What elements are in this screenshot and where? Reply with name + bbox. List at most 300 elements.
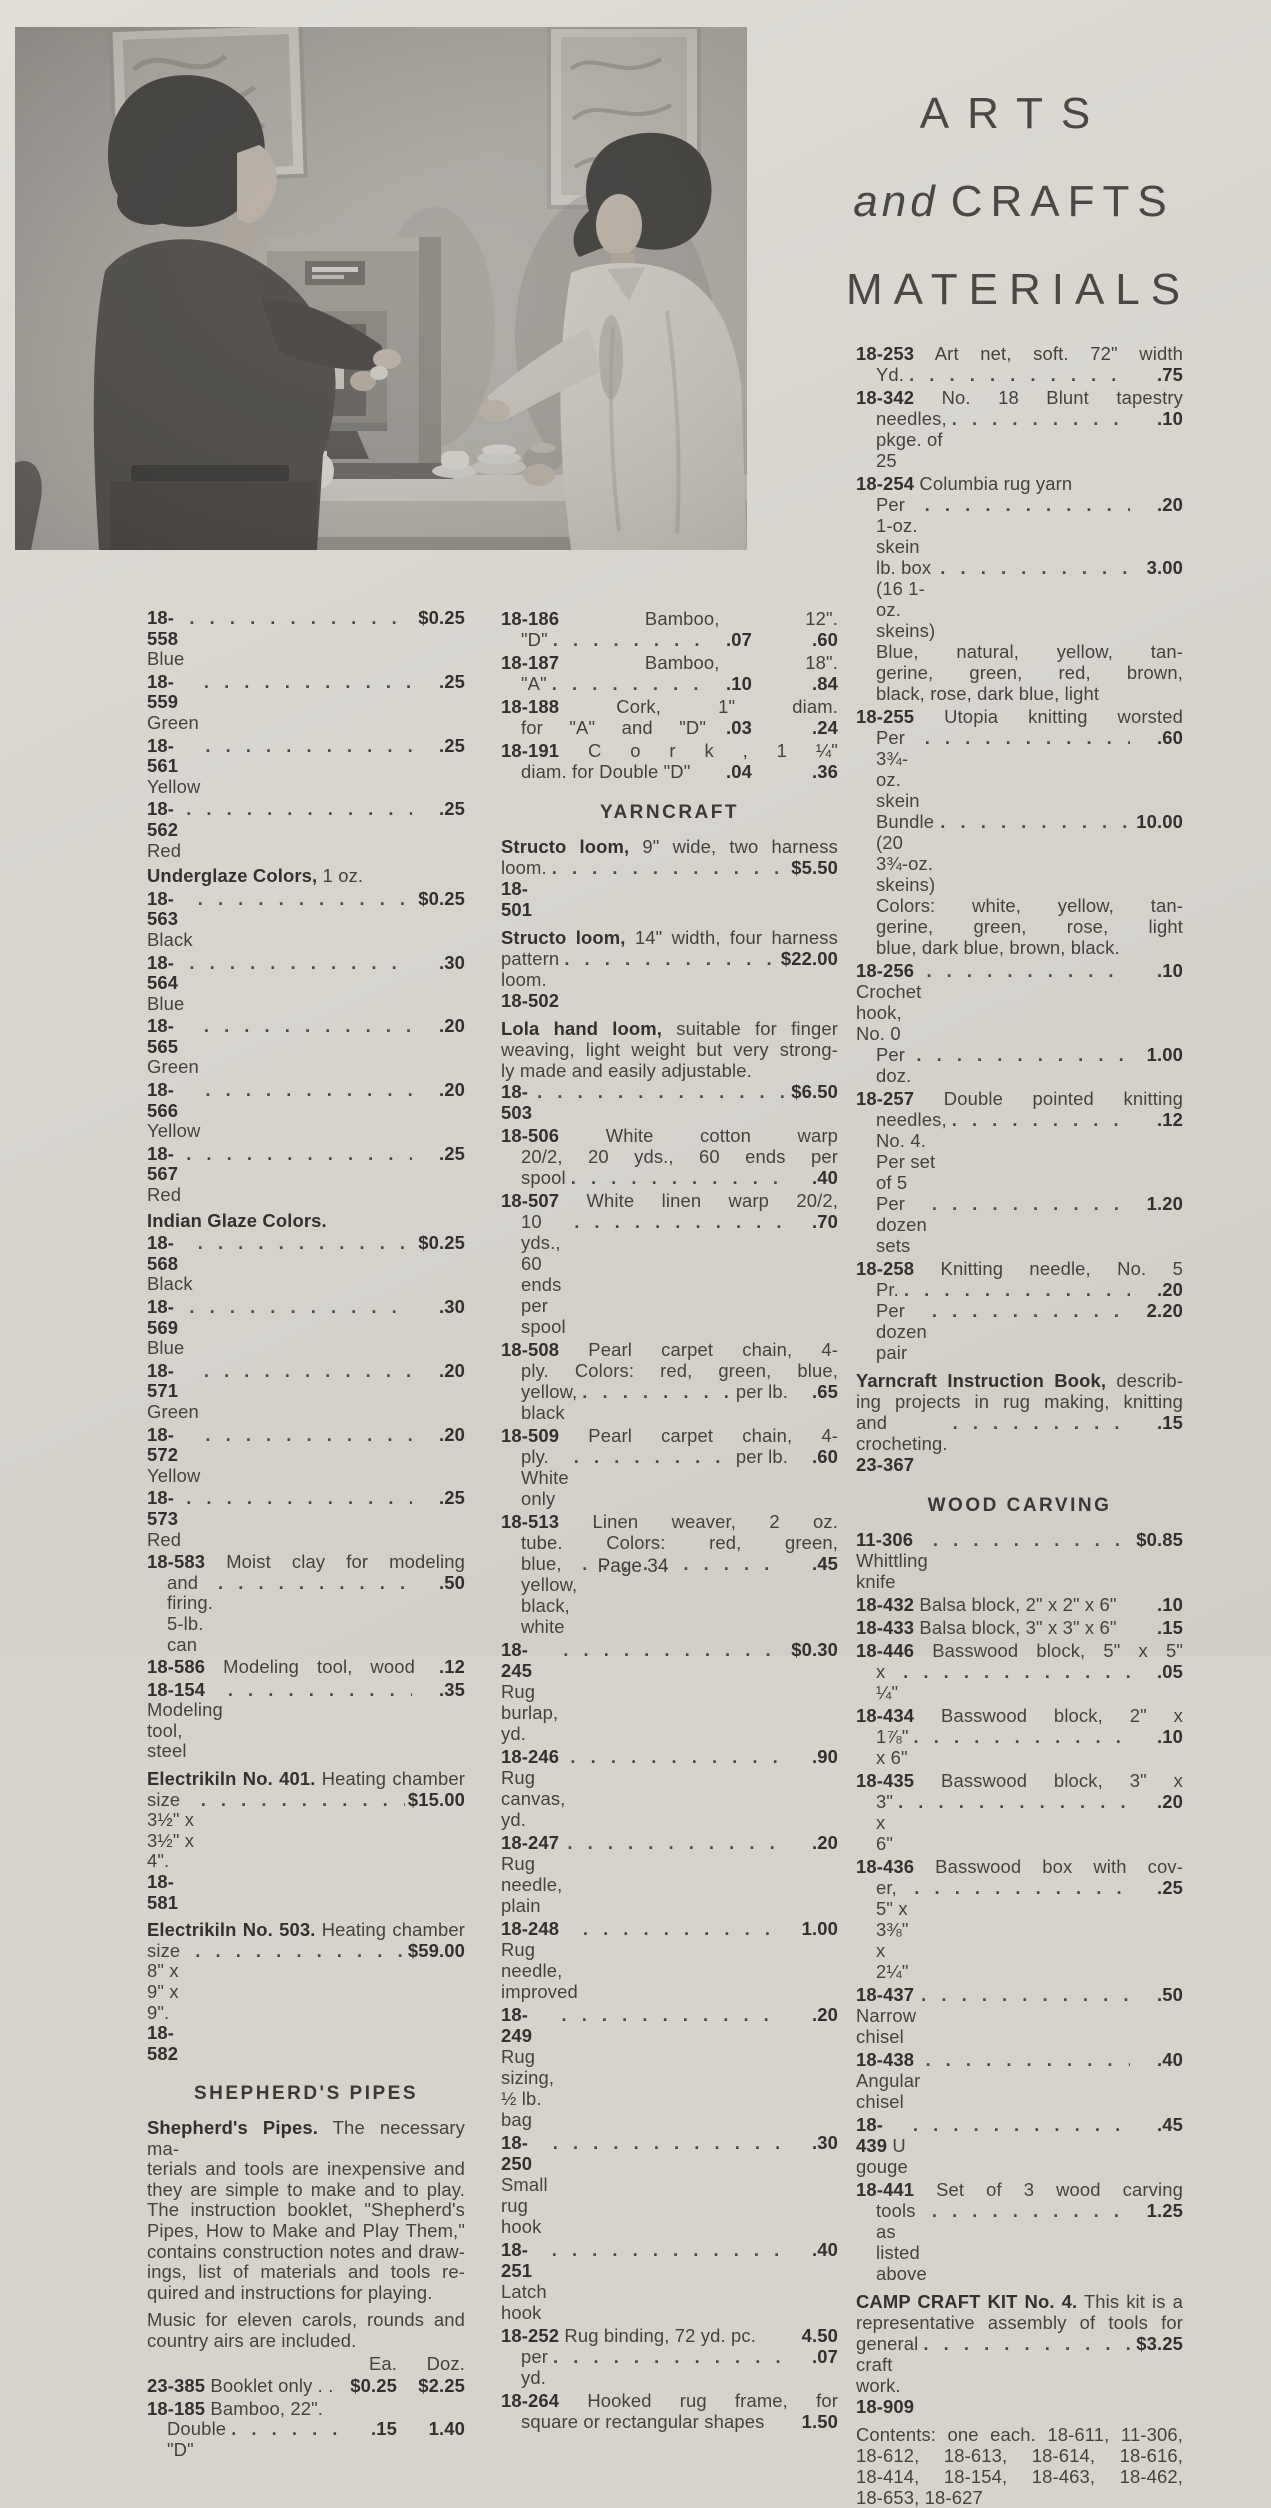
- item-code: 18-255: [856, 706, 915, 727]
- price: 1.25: [1146, 2200, 1183, 2221]
- price: $0.25: [418, 887, 465, 909]
- catalog-line: [147, 1425, 465, 1487]
- item-description: per yd.: [521, 2346, 554, 2388]
- item-code: 18-573: [147, 1487, 179, 1529]
- item-description: Bamboo, 12".: [559, 608, 838, 629]
- catalog-line: [856, 1193, 1183, 1256]
- catalog-line: [147, 736, 465, 798]
- catalog-line: [147, 1657, 465, 1678]
- price: .60: [1156, 727, 1183, 748]
- item-description: ing projects in rug making, knitting: [856, 1391, 1183, 1412]
- item-description: Per dozen pair: [876, 1300, 933, 1363]
- catalog-line: [147, 799, 465, 861]
- catalog-line: [501, 857, 838, 920]
- price: $22.00: [780, 948, 838, 969]
- price: 1.00: [1146, 1044, 1183, 1065]
- catalog-line: [856, 473, 1183, 494]
- catalog-line: [856, 1391, 1183, 1412]
- item-code: 18-258: [856, 1258, 915, 1279]
- item-text: [876, 916, 1183, 937]
- catalog-entry: [147, 608, 465, 670]
- item-description: Pearl carpet chain, 4-: [559, 1339, 838, 1360]
- catalog-line: [147, 2283, 465, 2304]
- catalog-line: [147, 2310, 465, 2331]
- price: .10: [1156, 408, 1183, 429]
- item-text: [876, 1279, 899, 1300]
- item-code: 18-439: [856, 2114, 888, 2156]
- item-text: [501, 1039, 838, 1060]
- item-text: [876, 937, 1120, 958]
- item-description: ply. White only: [521, 1446, 575, 1509]
- item-description: Hooked rug frame, for: [559, 2390, 838, 2411]
- item-description: "D": [521, 629, 548, 650]
- price: .03: [725, 717, 752, 738]
- catalog-line: [501, 1360, 838, 1381]
- item-description: size 3½" x 3½" x 4".: [147, 1788, 200, 1872]
- item-description: describ-: [1106, 1370, 1183, 1391]
- item-text: [147, 1142, 184, 1206]
- catalog-entry: [501, 1832, 838, 1916]
- item-text: [501, 836, 838, 857]
- item-text: [876, 408, 952, 471]
- item-description: Contents: one each. 18-611, 11-306,: [856, 2424, 1183, 2445]
- catalog-line: [147, 953, 465, 1015]
- catalog-entry: [501, 1018, 838, 1123]
- item-text: [856, 2487, 983, 2508]
- item-text: [876, 1726, 914, 1768]
- item-text: [876, 2200, 927, 2284]
- catalog-line: [856, 1594, 1183, 1615]
- catalog-entry: [856, 1856, 1183, 1982]
- dot-leader: [198, 1233, 412, 1254]
- price: .07: [725, 629, 752, 650]
- item-code: 18-246: [501, 1746, 560, 1767]
- catalog-line: [856, 408, 1183, 471]
- catalog-line: [147, 672, 465, 734]
- catalog-entry: [501, 836, 838, 920]
- catalog-entry: [501, 1125, 838, 1188]
- price: .65: [811, 1381, 838, 1402]
- item-text: [501, 1060, 752, 1081]
- item-code: 18-572: [147, 1423, 179, 1466]
- catalog-entry: [856, 1594, 1183, 1615]
- item-description: Modeling tool, wood: [205, 1656, 415, 1678]
- item-text: [856, 2114, 912, 2177]
- item-text: [876, 364, 904, 385]
- item-text: [501, 2325, 756, 2346]
- item-name-bold: Indian Glaze Colors.: [147, 1209, 327, 1231]
- price: Ea.: [368, 2352, 397, 2374]
- dot-leader: [925, 727, 1130, 748]
- item-text: [521, 1360, 838, 1381]
- catalog-entry: [856, 473, 1183, 704]
- catalog-line: [856, 1705, 1183, 1726]
- item-code: 18-503: [501, 1081, 533, 1123]
- catalog-line: [856, 1984, 1183, 2047]
- catalog-line: [501, 652, 838, 673]
- title-line-and-crafts: [846, 177, 1182, 226]
- item-text: [856, 473, 1072, 494]
- item-description: 18-612, 18-613, 18-614, 18-616,: [856, 2445, 1183, 2466]
- item-text: [876, 811, 940, 895]
- catalog-line: [856, 1640, 1183, 1661]
- catalog-entry: [501, 1639, 838, 1744]
- item-text: [501, 1339, 838, 1360]
- catalog-line: [501, 2346, 838, 2388]
- item-text: [521, 673, 547, 694]
- catalog-line: [147, 1144, 465, 1206]
- price: $0.25: [350, 2375, 397, 2397]
- catalog-entry: [501, 2004, 838, 2130]
- dot-leader: [571, 1167, 785, 1188]
- item-description: Yellow: [147, 1099, 201, 1142]
- catalog-entry: [856, 1640, 1183, 1703]
- dot-leader: [553, 2132, 785, 2153]
- price: $0.30: [791, 1639, 838, 1660]
- item-description: Green: [147, 691, 199, 733]
- catalog-entry: [501, 2132, 838, 2237]
- item-description: Knitting needle, No. 5: [914, 1258, 1183, 1279]
- item-description: U gouge: [856, 2135, 912, 2177]
- catalog-entry: [147, 866, 465, 887]
- catalog-line: [147, 2376, 465, 2397]
- item-description: Bamboo, 22".: [205, 2397, 324, 2419]
- dot-leader: [189, 953, 412, 974]
- item-text: [856, 1412, 953, 1475]
- item-code: 18-252: [501, 2325, 560, 2346]
- dot-leader: [903, 1661, 1130, 1682]
- item-text: [856, 1617, 1117, 1638]
- unit-label: per lb.: [735, 1381, 788, 1402]
- item-description: Black: [147, 1252, 193, 1295]
- price: 1.50: [801, 2411, 838, 2432]
- item-text: [147, 1487, 184, 1550]
- item-code: 18-446: [856, 1640, 915, 1661]
- catalog-line: [501, 1060, 838, 1081]
- item-code: 18-441: [856, 2179, 915, 2200]
- dot-leader: [201, 1790, 405, 1811]
- dot-leader: [582, 1381, 733, 1402]
- catalog-line: [501, 696, 838, 717]
- catalog-line: [856, 895, 1183, 916]
- item-text: [876, 727, 920, 811]
- item-code: 18-567: [147, 1142, 179, 1185]
- item-code: 18-436: [856, 1856, 915, 1877]
- dot-leader: [574, 1446, 733, 1467]
- catalog-line: [147, 2399, 465, 2420]
- item-description: general craft work.: [856, 2333, 924, 2396]
- item-text: [147, 1425, 200, 1487]
- item-description: blue, dark blue, brown, black.: [876, 937, 1120, 958]
- item-description: Cork, 1" diam.: [559, 696, 838, 717]
- item-description: Basswood block, 3" x: [914, 1770, 1183, 1791]
- item-description: Small rug hook: [501, 2153, 554, 2237]
- item-description: Crochet hook, No. 0: [856, 960, 927, 1044]
- dot-leader: [189, 608, 412, 629]
- item-text: [147, 2399, 323, 2420]
- item-description: loom.: [501, 857, 552, 878]
- dot-leader: [926, 960, 1130, 981]
- item-code: 18-435: [856, 1770, 915, 1791]
- item-text: [876, 895, 1183, 916]
- price-dozen: .36: [811, 761, 838, 782]
- catalog-line: [501, 1339, 838, 1360]
- item-description: Blue: [147, 1316, 185, 1359]
- catalog-line: [147, 1297, 465, 1359]
- item-text: [856, 343, 1183, 364]
- item-code: 23-385: [147, 2375, 206, 2397]
- catalog-line: [501, 1190, 838, 1211]
- item-text: [876, 494, 923, 557]
- item-description: Heating chamber: [315, 1768, 466, 1790]
- dot-leader: [553, 629, 703, 650]
- item-text: [876, 1877, 914, 1982]
- item-description: Double pointed knitting: [914, 1088, 1183, 1109]
- price: .20: [438, 1423, 465, 1445]
- dot-leader: [537, 1081, 785, 1102]
- item-text: [856, 1770, 1183, 1791]
- title-word-crafts: CRAFTS: [950, 177, 1175, 226]
- item-description: The necessary ma-: [147, 2116, 465, 2159]
- item-description: Balsa block, 3" x 3" x 6": [914, 1617, 1117, 1638]
- catalog-entry: [147, 1552, 465, 1655]
- item-text: [501, 2390, 838, 2411]
- catalog-entry: [147, 799, 465, 861]
- catalog-entry: [501, 2325, 838, 2388]
- item-description: Pr.: [876, 1279, 899, 1300]
- item-text: [856, 1529, 934, 1592]
- catalog-entry: [856, 1984, 1183, 2047]
- item-description: Angular chisel: [856, 2049, 926, 2112]
- price: .90: [811, 1746, 838, 1767]
- price: $3.25: [1136, 2333, 1183, 2354]
- item-description: White cotton warp: [559, 1125, 838, 1146]
- item-text: [501, 608, 838, 629]
- item-description: Basswood box with cov-: [914, 1856, 1183, 1877]
- catalog-line: [856, 2291, 1183, 2312]
- item-description: yellow, black: [521, 1381, 583, 1423]
- catalog-line: [147, 1016, 465, 1078]
- item-text: [147, 2221, 465, 2242]
- catalog-line: [501, 927, 838, 948]
- item-text: [501, 1018, 838, 1039]
- catalog-entry: [147, 1769, 465, 1913]
- catalog-entry: [147, 1361, 465, 1423]
- catalog-entry: [856, 1370, 1183, 1475]
- dot-leader: [204, 1361, 412, 1382]
- item-description: No. 18 Blunt tapestry: [914, 387, 1183, 408]
- item-description: Bamboo, 18".: [559, 652, 838, 673]
- catalog-entry: [501, 927, 838, 1011]
- item-text: [521, 1532, 838, 1553]
- item-description: Double "D": [167, 2418, 232, 2460]
- catalog-entry: [856, 2114, 1183, 2177]
- item-text: [501, 927, 838, 948]
- left-column: [147, 606, 465, 2460]
- price: 10.00: [1136, 811, 1183, 832]
- catalog-line: [501, 1639, 838, 1744]
- price: $0.25: [418, 607, 465, 628]
- price: .50: [1156, 1984, 1183, 2005]
- item-description: "A": [521, 673, 547, 694]
- item-description: Moist clay for modeling: [205, 1551, 465, 1573]
- item-text: [856, 2312, 1183, 2333]
- catalog-line: [501, 2239, 838, 2323]
- catalog-entry: [147, 1680, 465, 1762]
- item-code: 18-558: [147, 607, 179, 649]
- item-code: 18-254: [856, 473, 915, 494]
- title-line-materials: MATERIALS: [846, 265, 1192, 314]
- catalog-line: [856, 2179, 1183, 2200]
- item-text: [147, 1016, 199, 1078]
- item-text: [167, 1571, 219, 1655]
- item-text: [147, 1233, 193, 1295]
- price: .30: [438, 1296, 465, 1317]
- catalog-line: [147, 2331, 465, 2352]
- item-text: [147, 889, 193, 951]
- dot-leader: [552, 2239, 785, 2260]
- item-text: [501, 1511, 838, 1532]
- item-description: The instruction booklet, "Shepherd's: [147, 2199, 465, 2221]
- dot-leader: [570, 1746, 785, 1767]
- item-code: 18-508: [501, 1339, 560, 1360]
- dot-leader: [952, 1109, 1130, 1130]
- dot-leader: [921, 1984, 1130, 2005]
- catalog-line: [501, 1167, 838, 1188]
- price: .05: [1156, 1661, 1183, 1682]
- item-code: 18-565: [147, 1015, 179, 1057]
- item-description: 9" wide, two harness: [629, 836, 838, 857]
- price: .15: [1156, 1617, 1183, 1638]
- catalog-entry: [147, 953, 465, 1015]
- dot-leader: [940, 811, 1130, 832]
- catalog-line: [856, 387, 1183, 408]
- catalog-line: [501, 717, 838, 738]
- price: .25: [438, 670, 465, 692]
- catalog-line: [501, 1832, 838, 1916]
- item-description: Green: [147, 1035, 199, 1078]
- catalog-line: [147, 2262, 465, 2283]
- item-code: 18-247: [501, 1832, 560, 1853]
- section-heading: YARNCRAFT: [600, 802, 739, 823]
- item-description: contains construction notes and draw-: [147, 2240, 465, 2262]
- item-description: Per doz.: [876, 1044, 912, 1086]
- price: .45: [1156, 2114, 1183, 2135]
- price: .10: [1156, 1726, 1183, 1747]
- dot-leader: [186, 1144, 412, 1165]
- dot-leader: [205, 1080, 412, 1101]
- price: .35: [438, 1678, 465, 1700]
- dot-leader: [923, 2333, 1130, 2354]
- item-text: [856, 1705, 1183, 1726]
- catalog-line: [147, 2242, 465, 2263]
- item-code: 18-559: [147, 670, 179, 713]
- item-description: spool: [521, 1167, 566, 1188]
- item-description: Whittling knife: [856, 1529, 934, 1592]
- item-text: [876, 1044, 911, 1086]
- price: .75: [1156, 364, 1183, 385]
- price: .20: [438, 1015, 465, 1037]
- item-description: Pipes, How to Make and Play Them,": [147, 2219, 465, 2241]
- catalog-entry: [501, 1425, 838, 1509]
- catalog-line: [501, 1918, 838, 2002]
- catalog-line: [856, 662, 1183, 683]
- item-description: 18-653, 18-627: [856, 2487, 983, 2508]
- item-text: [856, 2049, 926, 2112]
- item-text: [501, 2239, 553, 2323]
- item-description: 1 oz.: [317, 865, 364, 887]
- item-description: Rug needle, improved: [501, 1918, 578, 2002]
- dot-leader: [914, 1877, 1130, 1898]
- item-description: Blue: [147, 972, 185, 1014]
- item-description: Rug binding, 72 yd. pc.: [559, 2325, 756, 2346]
- dot-leader: [904, 1279, 1130, 1300]
- item-text: [501, 948, 565, 1011]
- item-description: Blue: [147, 627, 185, 670]
- dot-leader: [218, 1573, 412, 1594]
- catalog-line: [501, 1125, 838, 1146]
- catalog-entry: [147, 1425, 465, 1487]
- item-text: [521, 2346, 554, 2388]
- catalog-line: [147, 1680, 465, 1762]
- price: .10: [725, 673, 752, 694]
- item-text: [876, 557, 935, 641]
- item-code: 18-437: [856, 1984, 915, 2005]
- item-description: gerine, green, rose, light: [876, 916, 1183, 937]
- price: .10: [1156, 960, 1183, 981]
- catalog-line: [501, 1532, 838, 1553]
- item-description: Modeling tool, steel: [147, 1678, 229, 1762]
- item-description: Rug sizing, ½ lb. bag: [501, 2025, 560, 2130]
- item-name-bold: Electrikiln No. 503.: [147, 1919, 316, 1941]
- price: $0.25: [418, 1232, 465, 1254]
- catalog-entry: [856, 706, 1183, 958]
- item-name-bold: CAMP CRAFT KIT No. 4.: [856, 2291, 1078, 2312]
- catalog-line: [501, 1746, 838, 1830]
- item-description: Rug burlap, yd.: [501, 1660, 564, 1744]
- catalog-line: [147, 1488, 465, 1550]
- item-description: ings, list of materials and tools re-: [147, 2261, 465, 2283]
- item-code: 18-256: [856, 960, 915, 981]
- catalog-entry: [501, 696, 838, 738]
- dot-leader: [898, 1791, 1130, 1812]
- catalog-line: [147, 1769, 465, 1790]
- item-description: Set of 3 wood carving: [914, 2179, 1183, 2200]
- catalog-line: [856, 1726, 1183, 1768]
- catalog-line: [856, 2312, 1183, 2333]
- item-code: 18-248: [501, 1918, 560, 1939]
- item-description: they are simple to make and to play.: [147, 2178, 465, 2200]
- item-code: 18-502: [501, 990, 560, 1011]
- price-dozen: $2.25: [418, 2375, 465, 2397]
- item-text: [147, 1211, 327, 1232]
- item-description: Bundle (20 3¾-oz. skeins): [876, 811, 940, 895]
- item-name-bold: Shepherd's Pipes.: [147, 2116, 318, 2138]
- item-text: [876, 683, 1099, 704]
- price: .25: [438, 1142, 465, 1164]
- item-code: 18-501: [501, 878, 533, 920]
- catalog-line: [501, 2390, 838, 2411]
- dot-leader: [933, 1529, 1130, 1550]
- dot-leader: [953, 1412, 1130, 1433]
- catalog-line: [856, 1529, 1183, 1592]
- dot-leader: [583, 1918, 785, 1939]
- catalog-entry: [147, 2376, 465, 2397]
- item-code: 18-568: [147, 1232, 179, 1274]
- item-text: [147, 1678, 229, 1762]
- photo-illustration: [15, 27, 747, 550]
- catalog-line: [501, 761, 838, 782]
